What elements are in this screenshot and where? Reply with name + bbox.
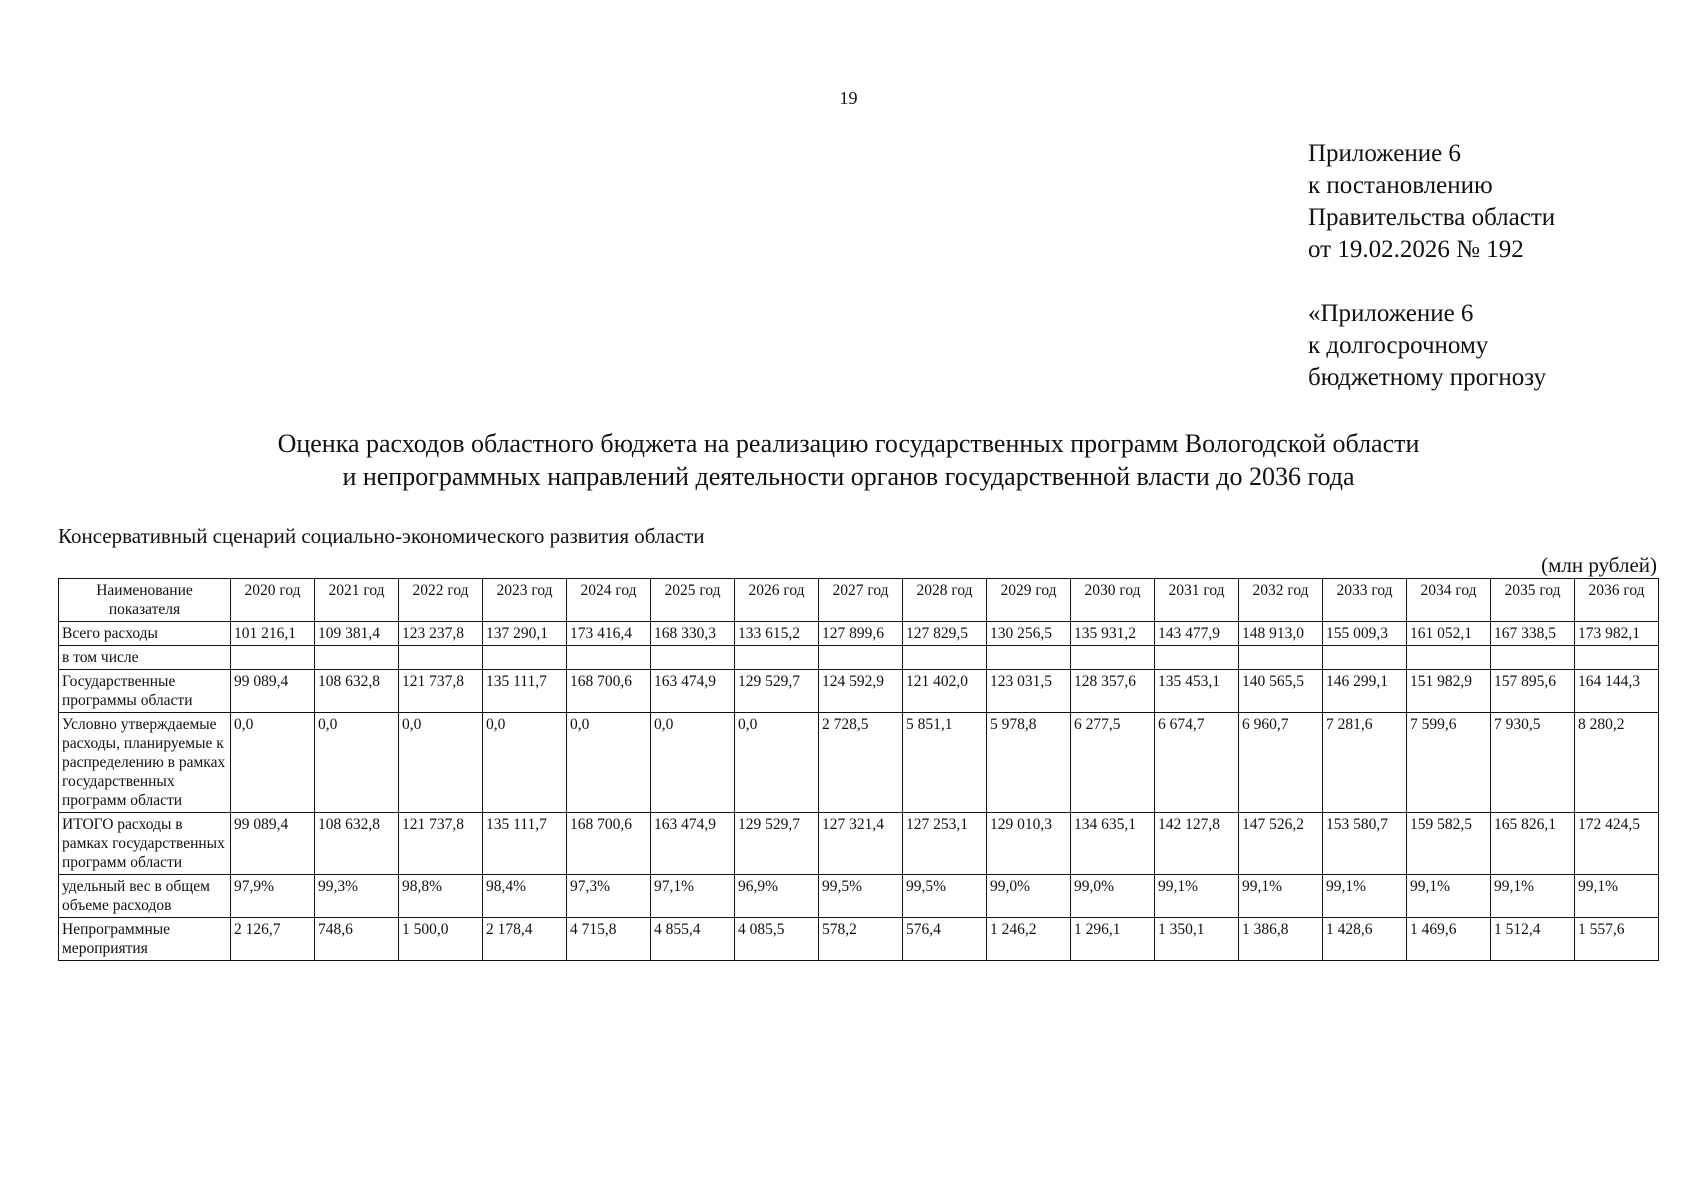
value-cell: 134 635,1 (1071, 813, 1155, 875)
value-cell: 135 111,7 (483, 813, 567, 875)
value-cell: 109 381,4 (315, 622, 399, 646)
value-cell: 0,0 (567, 713, 651, 813)
value-cell (819, 646, 903, 670)
value-cell (567, 646, 651, 670)
value-cell: 146 299,1 (1323, 670, 1407, 713)
value-cell: 127 829,5 (903, 622, 987, 646)
value-cell: 97,9% (231, 875, 315, 918)
value-cell: 99,5% (819, 875, 903, 918)
value-cell: 151 982,9 (1407, 670, 1491, 713)
value-cell: 173 982,1 (1575, 622, 1659, 646)
value-cell: 108 632,8 (315, 670, 399, 713)
value-cell: 98,4% (483, 875, 567, 918)
value-cell: 101 216,1 (231, 622, 315, 646)
value-cell: 2 728,5 (819, 713, 903, 813)
value-cell: 135 111,7 (483, 670, 567, 713)
value-cell: 99,1% (1407, 875, 1491, 918)
table-row (59, 875, 1659, 918)
table-row (59, 813, 1659, 875)
value-cell (315, 646, 399, 670)
appendix-header (1308, 138, 1668, 266)
value-cell: 7 930,5 (1491, 713, 1575, 813)
value-cell: 748,6 (315, 918, 399, 961)
value-cell: 124 592,9 (819, 670, 903, 713)
value-cell: 99,0% (1071, 875, 1155, 918)
row-label-cell: Государственные программы области (59, 670, 231, 713)
value-cell (231, 646, 315, 670)
value-cell: 6 674,7 (1155, 713, 1239, 813)
appendix-header-line: от 19.02.2026 № 192 (1308, 236, 1524, 263)
units-note: (млн рублей) (1541, 553, 1657, 577)
document-title (0, 427, 1697, 493)
row-label-cell: Всего расходы (59, 622, 231, 646)
value-cell: 155 009,3 (1323, 622, 1407, 646)
value-cell: 127 253,1 (903, 813, 987, 875)
header-year-cell: 2035 год (1491, 579, 1575, 622)
header-year-cell: 2031 год (1155, 579, 1239, 622)
appendix-sub-line: «Приложение 6 (1308, 300, 1474, 327)
value-cell: 147 526,2 (1239, 813, 1323, 875)
document-title-line: Оценка расходов областного бюджета на реализацию государственных программ Вологодской области (277, 429, 1420, 458)
value-cell: 1 469,6 (1407, 918, 1491, 961)
header-year-cell: 2028 год (903, 579, 987, 622)
value-cell (483, 646, 567, 670)
value-cell: 161 052,1 (1407, 622, 1491, 646)
value-cell: 1 500,0 (399, 918, 483, 961)
value-cell: 168 330,3 (651, 622, 735, 646)
value-cell: 1 386,8 (1239, 918, 1323, 961)
value-cell: 7 599,6 (1407, 713, 1491, 813)
table-row (59, 622, 1659, 646)
value-cell: 99,1% (1491, 875, 1575, 918)
header-year-cell: 2021 год (315, 579, 399, 622)
header-year-cell: 2022 год (399, 579, 483, 622)
value-cell: 4 715,8 (567, 918, 651, 961)
value-cell: 163 474,9 (651, 670, 735, 713)
document-title-line: и непрограммных направлений деятельности органов государственной власти до 2036 года (342, 462, 1355, 491)
budget-table (58, 578, 1659, 961)
value-cell (1239, 646, 1323, 670)
appendix-sub-line: к долгосрочному (1308, 332, 1489, 359)
appendix-header-line: Приложение 6 (1308, 140, 1461, 167)
value-cell: 133 615,2 (735, 622, 819, 646)
value-cell: 173 416,4 (567, 622, 651, 646)
value-cell (399, 646, 483, 670)
value-cell: 130 256,5 (987, 622, 1071, 646)
value-cell: 0,0 (315, 713, 399, 813)
value-cell: 129 529,7 (735, 670, 819, 713)
value-cell: 121 737,8 (399, 670, 483, 713)
value-cell (1491, 646, 1575, 670)
appendix-sub-line: бюджетному прогнозу (1308, 364, 1547, 391)
value-cell: 1 428,6 (1323, 918, 1407, 961)
table-row (59, 670, 1659, 713)
value-cell: 163 474,9 (651, 813, 735, 875)
value-cell: 5 978,8 (987, 713, 1071, 813)
value-cell: 108 632,8 (315, 813, 399, 875)
table-row (59, 646, 1659, 670)
header-year-cell: 2034 год (1407, 579, 1491, 622)
header-year-cell: 2033 год (1323, 579, 1407, 622)
value-cell (1323, 646, 1407, 670)
header-year-cell: 2020 год (231, 579, 315, 622)
value-cell: 99,1% (1155, 875, 1239, 918)
value-cell: 123 031,5 (987, 670, 1071, 713)
row-label-cell: Условно утверждаемые расходы, планируемые к распределению в рамках государственных программ области (59, 713, 231, 813)
header-name-cell: Наименование показателя (59, 579, 231, 622)
value-cell: 167 338,5 (1491, 622, 1575, 646)
row-label-cell: в том числе (59, 646, 231, 670)
value-cell: 99,0% (987, 875, 1071, 918)
header-year-cell: 2036 год (1575, 579, 1659, 622)
value-cell: 164 144,3 (1575, 670, 1659, 713)
header-year-cell: 2024 год (567, 579, 651, 622)
value-cell: 576,4 (903, 918, 987, 961)
value-cell: 148 913,0 (1239, 622, 1323, 646)
header-year-cell: 2030 год (1071, 579, 1155, 622)
appendix-header-line: Правительства области (1308, 204, 1556, 231)
value-cell: 142 127,8 (1155, 813, 1239, 875)
value-cell: 1 512,4 (1491, 918, 1575, 961)
scenario-caption: Консервативный сценарий социально-экономического развития области (58, 524, 705, 548)
value-cell: 578,2 (819, 918, 903, 961)
value-cell: 137 290,1 (483, 622, 567, 646)
appendix-header-line: к постановлению (1308, 172, 1493, 199)
value-cell: 127 321,4 (819, 813, 903, 875)
value-cell (1575, 646, 1659, 670)
value-cell: 96,9% (735, 875, 819, 918)
value-cell: 6 960,7 (1239, 713, 1323, 813)
appendix-subheader (1308, 298, 1668, 394)
value-cell: 168 700,6 (567, 813, 651, 875)
value-cell: 135 931,2 (1071, 622, 1155, 646)
row-label-cell: Непрограммные мероприятия (59, 918, 231, 961)
table-body (59, 622, 1659, 961)
row-label-cell: удельный вес в общем объеме расходов (59, 875, 231, 918)
value-cell: 0,0 (399, 713, 483, 813)
header-year-cell: 2026 год (735, 579, 819, 622)
value-cell: 99 089,4 (231, 813, 315, 875)
value-cell: 0,0 (231, 713, 315, 813)
value-cell (1407, 646, 1491, 670)
value-cell: 99,1% (1239, 875, 1323, 918)
value-cell: 121 402,0 (903, 670, 987, 713)
value-cell: 7 281,6 (1323, 713, 1407, 813)
value-cell: 5 851,1 (903, 713, 987, 813)
table-header-row (59, 579, 1659, 622)
value-cell: 2 178,4 (483, 918, 567, 961)
value-cell: 1 246,2 (987, 918, 1071, 961)
value-cell: 143 477,9 (1155, 622, 1239, 646)
value-cell: 99,5% (903, 875, 987, 918)
table-row (59, 713, 1659, 813)
value-cell: 4 855,4 (651, 918, 735, 961)
value-cell: 0,0 (651, 713, 735, 813)
header-year-cell: 2023 год (483, 579, 567, 622)
value-cell (735, 646, 819, 670)
header-year-cell: 2025 год (651, 579, 735, 622)
value-cell: 8 280,2 (1575, 713, 1659, 813)
value-cell: 98,8% (399, 875, 483, 918)
value-cell: 153 580,7 (1323, 813, 1407, 875)
value-cell: 99 089,4 (231, 670, 315, 713)
header-year-cell: 2027 год (819, 579, 903, 622)
value-cell: 157 895,6 (1491, 670, 1575, 713)
value-cell: 127 899,6 (819, 622, 903, 646)
value-cell: 99,3% (315, 875, 399, 918)
table-row (59, 918, 1659, 961)
value-cell: 140 565,5 (1239, 670, 1323, 713)
value-cell: 2 126,7 (231, 918, 315, 961)
page-number: 19 (839, 88, 858, 108)
header-year-cell: 2029 год (987, 579, 1071, 622)
value-cell: 129 010,3 (987, 813, 1071, 875)
value-cell: 1 557,6 (1575, 918, 1659, 961)
value-cell: 6 277,5 (1071, 713, 1155, 813)
value-cell: 168 700,6 (567, 670, 651, 713)
value-cell: 129 529,7 (735, 813, 819, 875)
row-label-cell: ИТОГО расходы в рамках государственных программ области (59, 813, 231, 875)
value-cell: 0,0 (483, 713, 567, 813)
value-cell: 172 424,5 (1575, 813, 1659, 875)
value-cell: 135 453,1 (1155, 670, 1239, 713)
value-cell: 99,1% (1323, 875, 1407, 918)
value-cell: 128 357,6 (1071, 670, 1155, 713)
value-cell (1071, 646, 1155, 670)
value-cell: 159 582,5 (1407, 813, 1491, 875)
value-cell: 97,3% (567, 875, 651, 918)
value-cell: 0,0 (735, 713, 819, 813)
value-cell (903, 646, 987, 670)
value-cell (651, 646, 735, 670)
value-cell (987, 646, 1071, 670)
value-cell: 1 350,1 (1155, 918, 1239, 961)
value-cell (1155, 646, 1239, 670)
value-cell: 97,1% (651, 875, 735, 918)
value-cell: 99,1% (1575, 875, 1659, 918)
value-cell: 165 826,1 (1491, 813, 1575, 875)
header-year-cell: 2032 год (1239, 579, 1323, 622)
value-cell: 123 237,8 (399, 622, 483, 646)
value-cell: 4 085,5 (735, 918, 819, 961)
value-cell: 1 296,1 (1071, 918, 1155, 961)
value-cell: 121 737,8 (399, 813, 483, 875)
